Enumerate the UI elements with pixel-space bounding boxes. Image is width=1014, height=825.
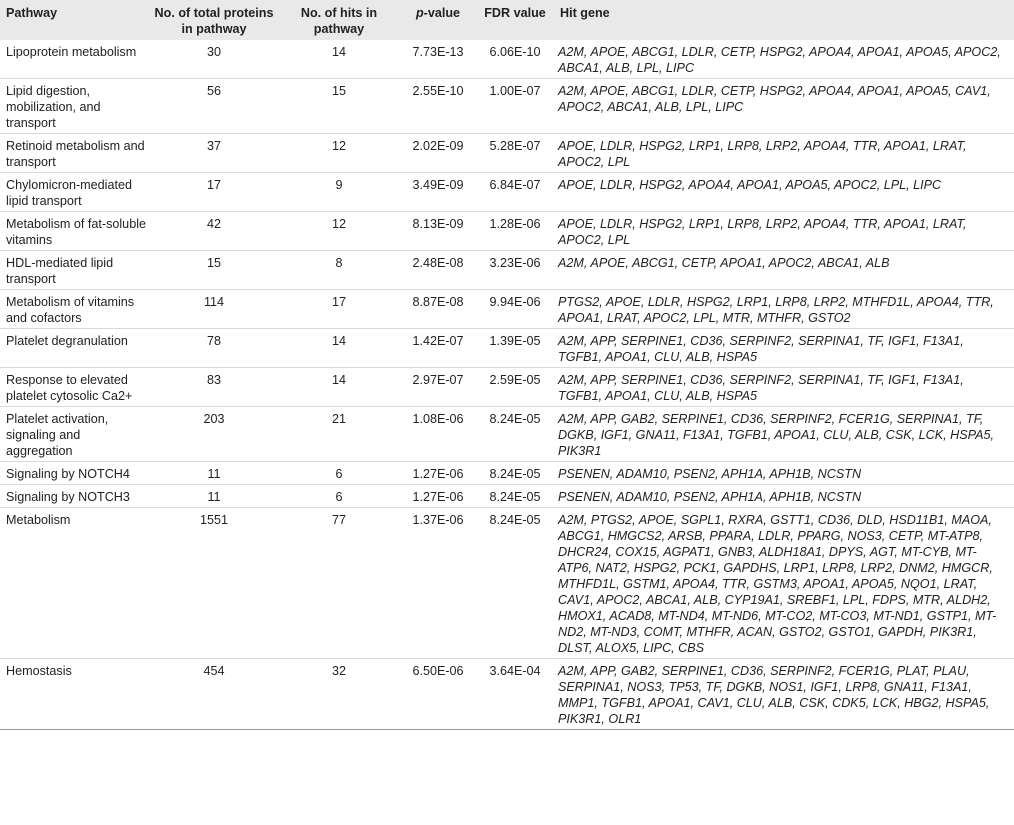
cell-fdr: 8.24E-05 xyxy=(489,513,541,527)
cell-hits: 14 xyxy=(331,45,346,59)
cell-fdr: 1.28E-06 xyxy=(489,217,541,231)
cell-total-proteins: 56 xyxy=(206,84,221,98)
header-p-value-italic: p xyxy=(415,6,424,20)
cell-fdr: 3.23E-06 xyxy=(489,256,541,270)
cell-fdr: 8.24E-05 xyxy=(489,490,541,504)
cell-hit-genes: A2M, APOE, ABCG1, LDLR, CETP, HSPG2, APOA4, APOA1, APOA5, APOC2, ABCA1, ALB, LPL, LIPC xyxy=(558,45,1001,75)
cell-fdr: 2.59E-05 xyxy=(489,373,541,387)
cell-p-value: 8.13E-09 xyxy=(412,217,464,231)
cell-pathway: Signaling by NOTCH4 xyxy=(6,467,130,481)
table-row xyxy=(0,485,1014,508)
cell-total-proteins: 15 xyxy=(206,256,221,270)
cell-p-value: 1.42E-07 xyxy=(412,334,464,348)
table-row xyxy=(0,329,1014,368)
cell-total-proteins: 11 xyxy=(207,467,221,481)
cell-pathway: Metabolism xyxy=(6,513,71,527)
cell-p-value: 3.49E-09 xyxy=(412,178,464,192)
cell-hit-genes: APOE, LDLR, HSPG2, LRP1, LRP8, LRP2, APOA4, TTR, APOA1, LRAT, APOC2, LPL xyxy=(558,217,967,247)
cell-hit-genes: A2M, APOE, ABCG1, CETP, APOA1, APOC2, ABCA1, ALB xyxy=(558,256,890,270)
cell-total-proteins: 83 xyxy=(206,373,221,387)
cell-hits: 15 xyxy=(331,84,346,98)
cell-fdr: 6.06E-10 xyxy=(489,45,541,59)
cell-fdr: 1.39E-05 xyxy=(489,334,541,348)
header-hit-gene: Hit gene xyxy=(560,6,610,20)
table-row xyxy=(0,659,1014,730)
cell-hit-genes: A2M, PTGS2, APOE, SGPL1, RXRA, GSTT1, CD36, DLD, HSD11B1, MAOA, ABCG1, HMGCS2, ARSB, PPARA, LDLR, PPARG, NOS3, CETP, MT-ATP8, DHCR24, COX15, AGPAT1, GNB3, ALDH18A1, DPYS, AGT, MT-CYB, MT-ATP6, NAT2, HSPG2, PCK1, GAPDHS, LRP1, LRP8, LRP2, DNM2, HMGCR, MTHFD1L, GSTM1, APOA4, TTR, GSTM3, APOA1, APOA5, NQO1, LRAT, CAV1, APOC2, ABCA1, ALB, CYP19A1, SREBF1, LPL, FDPS, MTR, ALDH2, HMOX1, ACAD8, MT-ND4, MT-ND6, MT-CO2, MT-CO3, MT-ND1, GSTP1, MT-ND2, MT-ND3, COMT, MTHFR, ACAN, GSTO2, GSTO1, GAPDH, PIK3R1, DLST, ALOX5, LIPC, CBS xyxy=(558,513,997,655)
table-row xyxy=(0,40,1014,79)
cell-pathway: Platelet degranulation xyxy=(6,334,128,348)
table-row xyxy=(0,173,1014,212)
table-row xyxy=(0,368,1014,407)
cell-fdr: 9.94E-06 xyxy=(489,295,541,309)
header-total-proteins: No. of total proteins in pathway xyxy=(154,6,274,36)
cell-pathway: Chylomicron-mediated lipid transport xyxy=(6,178,132,208)
cell-p-value: 2.97E-07 xyxy=(412,373,464,387)
cell-pathway: Response to elevated platelet cytosolic Ca2+ xyxy=(6,373,133,403)
cell-pathway: Platelet activation, signaling and aggregation xyxy=(6,412,109,458)
cell-fdr: 8.24E-05 xyxy=(489,412,541,426)
cell-total-proteins: 114 xyxy=(203,295,225,309)
header-p-value-rest: -value xyxy=(423,6,461,20)
table-row xyxy=(0,508,1014,659)
cell-hit-genes: A2M, APP, GAB2, SERPINE1, CD36, SERPINF2, FCER1G, SERPINA1, TF, DGKB, IGF1, GNA11, F13A1, TGFB1, APOA1, CLU, ALB, CSK, LCK, HSPA5, PIK3R1 xyxy=(558,412,995,458)
cell-p-value: 8.87E-08 xyxy=(412,295,464,309)
table-row xyxy=(0,407,1014,462)
cell-p-value: 1.08E-06 xyxy=(412,412,464,426)
cell-p-value: 2.48E-08 xyxy=(412,256,464,270)
cell-total-proteins: 17 xyxy=(206,178,221,192)
cell-hits: 17 xyxy=(331,295,346,309)
table-header-row xyxy=(0,0,1014,40)
cell-hits: 8 xyxy=(335,256,343,270)
cell-hits: 77 xyxy=(331,513,346,527)
header-hits: No. of hits in pathway xyxy=(300,6,378,36)
header-fdr: FDR value xyxy=(484,6,546,20)
cell-total-proteins: 37 xyxy=(206,139,221,153)
cell-pathway: HDL-mediated lipid transport xyxy=(6,256,114,286)
cell-pathway: Signaling by NOTCH3 xyxy=(6,490,130,504)
table-row xyxy=(0,79,1014,134)
cell-p-value: 1.37E-06 xyxy=(412,513,464,527)
cell-fdr: 6.84E-07 xyxy=(489,178,541,192)
cell-pathway: Metabolism of fat-soluble vitamins xyxy=(6,217,146,247)
cell-pathway: Retinoid metabolism and transport xyxy=(6,139,145,169)
cell-hits: 12 xyxy=(331,217,346,231)
table-row xyxy=(0,212,1014,251)
cell-total-proteins: 454 xyxy=(203,664,225,678)
cell-pathway: Metabolism of vitamins and cofactors xyxy=(6,295,135,325)
cell-total-proteins: 78 xyxy=(206,334,221,348)
cell-hits: 32 xyxy=(331,664,346,678)
table-body xyxy=(0,40,1014,730)
cell-hit-genes: PTGS2, APOE, LDLR, HSPG2, LRP1, LRP8, LRP2, MTHFD1L, APOA4, TTR, APOA1, LRAT, APOC2, LPL, MTR, MTHFR, GSTO2 xyxy=(558,295,994,325)
cell-pathway: Hemostasis xyxy=(6,664,72,678)
cell-p-value: 1.27E-06 xyxy=(412,490,464,504)
table-row xyxy=(0,134,1014,173)
header-pathway: Pathway xyxy=(6,6,58,20)
cell-hit-genes: PSENEN, ADAM10, PSEN2, APH1A, APH1B, NCSTN xyxy=(558,490,862,504)
table-row xyxy=(0,462,1014,485)
cell-pathway: Lipid digestion, mobilization, and transport xyxy=(6,84,101,130)
cell-hit-genes: A2M, APP, SERPINE1, CD36, SERPINF2, SERPINA1, TF, IGF1, F13A1, TGFB1, APOA1, CLU, ALB, HSPA5 xyxy=(558,334,964,364)
cell-hit-genes: APOE, LDLR, HSPG2, LRP1, LRP8, LRP2, APOA4, TTR, APOA1, LRAT, APOC2, LPL xyxy=(558,139,967,169)
cell-pathway: Lipoprotein metabolism xyxy=(6,45,137,59)
cell-fdr: 5.28E-07 xyxy=(489,139,541,153)
cell-hits: 14 xyxy=(331,334,346,348)
cell-fdr: 1.00E-07 xyxy=(489,84,541,98)
cell-total-proteins: 11 xyxy=(207,490,221,504)
cell-hits: 6 xyxy=(335,490,343,504)
cell-hit-genes: A2M, APP, GAB2, SERPINE1, CD36, SERPINF2, FCER1G, PLAT, PLAU, SERPINA1, NOS3, TP53, TF, DGKB, NOS1, IGF1, LRP8, GNA11, F13A1, MMP1, TGFB1, APOA1, CAV1, CLU, ALB, CSK, CDK5, LCK, HBG2, HSPA5, PIK3R1, OLR1 xyxy=(558,664,990,726)
cell-total-proteins: 1551 xyxy=(199,513,229,527)
cell-p-value: 2.02E-09 xyxy=(412,139,464,153)
cell-hit-genes: PSENEN, ADAM10, PSEN2, APH1A, APH1B, NCSTN xyxy=(558,467,862,481)
cell-hit-genes: A2M, APOE, ABCG1, LDLR, CETP, HSPG2, APOA4, APOA1, APOA5, CAV1, APOC2, ABCA1, ALB, LPL, LIPC xyxy=(558,84,991,114)
cell-total-proteins: 203 xyxy=(203,412,225,426)
cell-p-value: 1.27E-06 xyxy=(412,467,464,481)
cell-hits: 6 xyxy=(335,467,343,481)
cell-hit-genes: A2M, APP, SERPINE1, CD36, SERPINF2, SERPINA1, TF, IGF1, F13A1, TGFB1, APOA1, CLU, ALB, HSPA5 xyxy=(558,373,964,403)
cell-hits: 9 xyxy=(335,178,343,192)
header-p-value xyxy=(400,0,476,40)
cell-total-proteins: 30 xyxy=(206,45,221,59)
cell-p-value: 6.50E-06 xyxy=(412,664,464,678)
cell-hits: 12 xyxy=(331,139,346,153)
cell-p-value: 2.55E-10 xyxy=(412,84,464,98)
cell-p-value: 7.73E-13 xyxy=(412,45,464,59)
cell-total-proteins: 42 xyxy=(206,217,221,231)
cell-hits: 14 xyxy=(331,373,346,387)
table-row xyxy=(0,290,1014,329)
cell-fdr: 8.24E-05 xyxy=(489,467,541,481)
table-row xyxy=(0,251,1014,290)
cell-fdr: 3.64E-04 xyxy=(489,664,541,678)
cell-hit-genes: APOE, LDLR, HSPG2, APOA4, APOA1, APOA5, APOC2, LPL, LIPC xyxy=(558,178,942,192)
cell-hits: 21 xyxy=(331,412,346,426)
